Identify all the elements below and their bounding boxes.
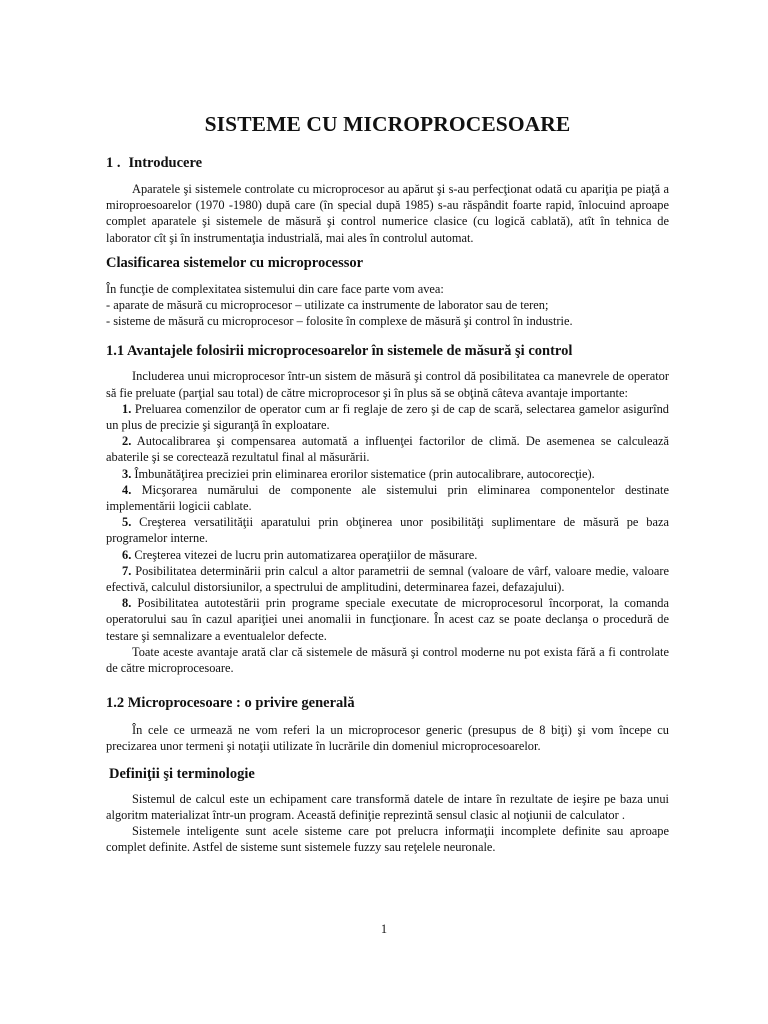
advantage-item (106, 466, 669, 482)
page-number: 1 (380, 922, 388, 936)
classification-item-2: - sisteme de măsură cu microprocesor – folosite în complexe de măsură şi control în industrie. (106, 314, 573, 329)
section-1-2-paragraph: În cele ce urmează ne vom referi la un microprocesor generic (presupus de 8 biţi) şi vom începe cu precizarea unor termeni şi notaţii utilizate în lucrările din domeniul microprocesoarelor. (106, 723, 669, 754)
definitions-paragraph-2: Sistemele inteligente sunt acele sisteme care pot prelucra informaţii incomplete definite sau aproape complet definite. Astfel de sisteme sunt sistemele fuzzy sau reţelele neuronale. (106, 824, 669, 855)
advantage-number: 1. (122, 401, 132, 416)
advantage-text: Posibilitatea determinării prin calcul a altor parametrii de semnal (valoare de vârf, valoare medie, valoare efectivă, calculul distorsiunilor, a spectrului de amplitudini, determinarea fazei, defazajului). (106, 563, 669, 595)
section-1-title: Introducere (128, 155, 203, 171)
section-1-number: 1 . (106, 155, 121, 171)
section-1-1-heading: 1.1 Avantajele folosirii microprocesoarelor în sistemele de măsură şi control (106, 343, 573, 360)
advantage-item (106, 563, 669, 595)
advantage-number: 3. (122, 466, 132, 481)
advantage-number: 4. (122, 482, 132, 497)
definitions-paragraph-1: Sistemul de calcul este un echipament care transformă datele de intare în rezultate de ieşire pe baza unui algoritm materializat într-un program. Această definiţie reprezintă sensul clasic al noţiunii de calculator . (106, 791, 669, 822)
advantage-item (106, 514, 669, 546)
classification-intro: În funcţie de complexitatea sistemului din care face parte vom avea: (106, 281, 444, 296)
advantage-text: Îmbunătăţirea preciziei prin eliminarea erorilor sistematice (prin autocalibrare, autocorecţie). (131, 466, 595, 481)
definitions-heading: Definiţii şi terminologie (109, 765, 255, 782)
advantage-text: Posibilitatea autotestării prin programe speciale executate de microprocesorul încorporat, la comanda operatorului sau în cazul apariţiei unei anomalii in funcţionare. În acest caz se poate declanşa o procedură de testare şi semnalizare a eventualelor defecte. (106, 596, 669, 643)
advantage-number: 8. (122, 596, 132, 611)
advantage-text: Autocalibrarea şi compensarea automată a influenţei factorilor de climă. De asemenea se calculează abaterile şi se corectează rezultatul final al măsurării. (106, 434, 669, 465)
document-title: SISTEME CU MICROPROCESOARE (204, 112, 571, 136)
classification-item-1: - aparate de măsură cu microprocesor – utilizate ca instrumente de laborator sau de teren; (106, 298, 549, 313)
advantage-item (106, 401, 669, 433)
section-1-2-heading: 1.2 Microprocesoare : o privire generală (106, 695, 355, 712)
advantage-text: Creşterea vitezei de lucru prin automatizarea operaţiilor de măsurare. (131, 547, 478, 562)
advantage-number: 2. (122, 434, 132, 449)
advantage-item (106, 482, 669, 514)
section-1-paragraph: Aparatele şi sistemele controlate cu microprocesor au apărut şi s-au perfecţionat odată cu apariţia pe piaţă a miroproesoarelor (1970 -1980) după care (în special după 1985) s-au răspândit foarte rapid, înlocuind aproape complet aparatele şi sistemele de măsură şi control numerice clasice (cu logică cablată), atît în tehnica de laborator cît şi în instrumentaţia industrială, mai ales în controlul automat. (106, 182, 669, 245)
advantage-item (106, 433, 669, 465)
advantage-item (106, 595, 669, 644)
advantage-text: Creşterea versatilităţii aparatului prin obţinerea unor posibilităţi suplimentare de măsură pe baza programelor interne. (106, 515, 669, 546)
advantage-item (106, 547, 669, 563)
section-1-1-intro: Includerea unui microprocesor într-un sistem de măsură şi control dă posibilitatea ca manevrele de operator să fie preluate (parţial sau total) de către microprocesor şi în plus să se obţină câteva avantaje importante: (106, 369, 669, 400)
advantage-number: 5. (122, 515, 132, 530)
advantage-number: 7. (122, 563, 132, 578)
section-1-heading (106, 154, 669, 173)
advantage-text: Micşorarea numărului de componente ale sistemului prin eliminarea componentelor destinate implementării logicii cablate. (106, 482, 669, 514)
classification-heading: Clasificarea sistemelor cu microprocessor (106, 254, 364, 271)
advantage-text: Preluarea comenzilor de operator cum ar fi reglaje de zero şi de cap de scară, selectarea gamelor asigurînd un plus de precizie şi siguranţă în exploatare. (106, 401, 669, 433)
advantage-number: 6. (122, 547, 132, 562)
page-content (106, 110, 669, 856)
section-1-1-conclusion: Toate aceste avantaje arată clar că sistemele de măsură şi control moderne nu pot exista fără a fi controlate de către microprocesoare. (106, 644, 669, 676)
